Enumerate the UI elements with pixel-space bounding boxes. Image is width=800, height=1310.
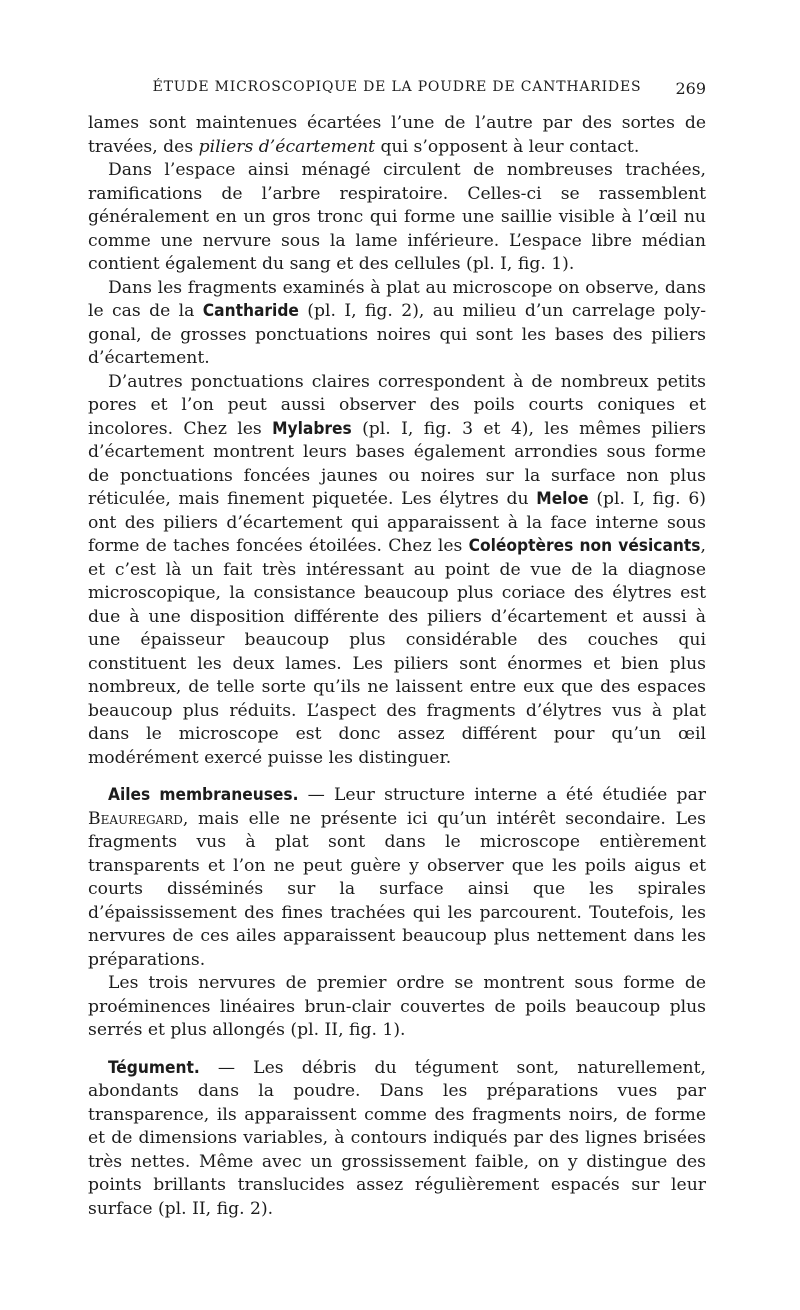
paragraph-2: Dans l’espace ainsi ménagé circulent de nombreuses trachées, ramifications de l’arbre respiratoire. Celles-ci se rassemblent généralement en un gros tronc qui forme une saillie visible à l’œil nu comme une nervure sous la lame inférieure. L’espace libre médian contient également du sang et des cellules (pl. I, fig. 1). <box>88 160 706 274</box>
term-coleopteres-non-vesicants: Coléoptères non vésicants <box>468 536 701 556</box>
section-tegument: Tégument. — Les débris du tégument sont, naturellement, abondants dans la poudre. Dans les préparations vues par transparence, ils apparaissent comme des fragments noirs, de forme et de dimensions variables, à contours indiqués par des lignes brisées très nettes. Même avec un grossissement faible, on y distingue des points brillants translucides assez régulièrement espacés sur leur surface (pl. II, fig. 2). <box>88 1057 706 1219</box>
paragraph-4: D’autres ponctuations claires correspondent à de nombreux petits pores et l’on peut aussi observer des poils courts coniques et incolores. Chez les Mylabres (pl. I, fig. 3 et 4), les mêmes piliers d’écartement montrent leurs bases également arrondies sous forme de ponctuations foncées jaunes ou noires sur la surface non plus réticulée, mais finement piquetée. Les élytres du Meloe (pl. I, fig. 6) ont des piliers d’écartement qui apparaissent à la face interne sous forme de taches foncées étoilées. Chez les Coléoptères non vésicants, et c’est là un fait très intéressant au point de vue de la diagnose microscopique, la consistance beaucoup plus coriace des élytres est due à une disposition différente des piliers d’écartement et aussi à une épaisseur beaucoup plus considérable des couches qui constituent les deux lames. Les piliers sont énormes et bien plus nombreux, de telle sorte qu’ils ne laissent entre eux que des espaces beaucoup plus réduits. L’aspect des fragments d’élytres vus à plat dans le microscope est donc assez différent pour qu’un œil modérément exercé puisse les distinguer. <box>88 371 706 768</box>
running-header <box>88 79 706 101</box>
term-cantharide: Cantharide <box>202 301 299 321</box>
page-body <box>88 112 706 1221</box>
page-number: 269 <box>675 79 706 98</box>
author-beauregard: Beauregard <box>88 808 183 829</box>
paragraph-3: Dans les fragments examinés à plat au microscope on observe, dans le cas de la Cantharide (pl. I, fig. 2), au milieu d’un carrelage polygonal, de grosses ponctuations noires qui sont les bases des piliers d’écartement. <box>88 277 706 368</box>
paragraph-nervures: Les trois nervures de premier ordre se montrent sous forme de proéminences linéaires brun-clair couvertes de poils beaucoup plus serrés et plus allongés (pl. II, fig. 1). <box>88 973 706 1040</box>
term-piliers-ecartement: piliers d’écartement <box>198 136 376 157</box>
section-heading-ailes: Ailes membraneuses. <box>108 785 299 805</box>
running-title: ÉTUDE MICROSCOPIQUE DE LA POUDRE DE CANTHARIDES <box>152 79 642 95</box>
section-heading-tegument: Tégument. <box>108 1057 200 1078</box>
section-ailes-membraneuses: Ailes membraneuses. — Leur structure interne a été étudiée par Beauregard, mais elle ne présente ici qu’un intérêt secondaire. Les fragments vus à plat sont dans le microscope entièrement transparents et l’on ne peut guère y observer que les poils aigus et courts disséminés sur la surface ainsi que les spirales d’épaississement des fines trachées qui les parcourent. Toutefois, les nervures de ces ailes apparaissent beaucoup plus nettement dans les préparations. <box>88 785 706 970</box>
term-meloe: Meloe <box>536 489 589 509</box>
term-mylabres: Mylabres <box>272 418 352 439</box>
paragraph-1: lames sont maintenues écartées l’une de l’autre par des sortes de travées, des piliers d’écartement qui s’opposent à leur contact. <box>88 113 706 157</box>
